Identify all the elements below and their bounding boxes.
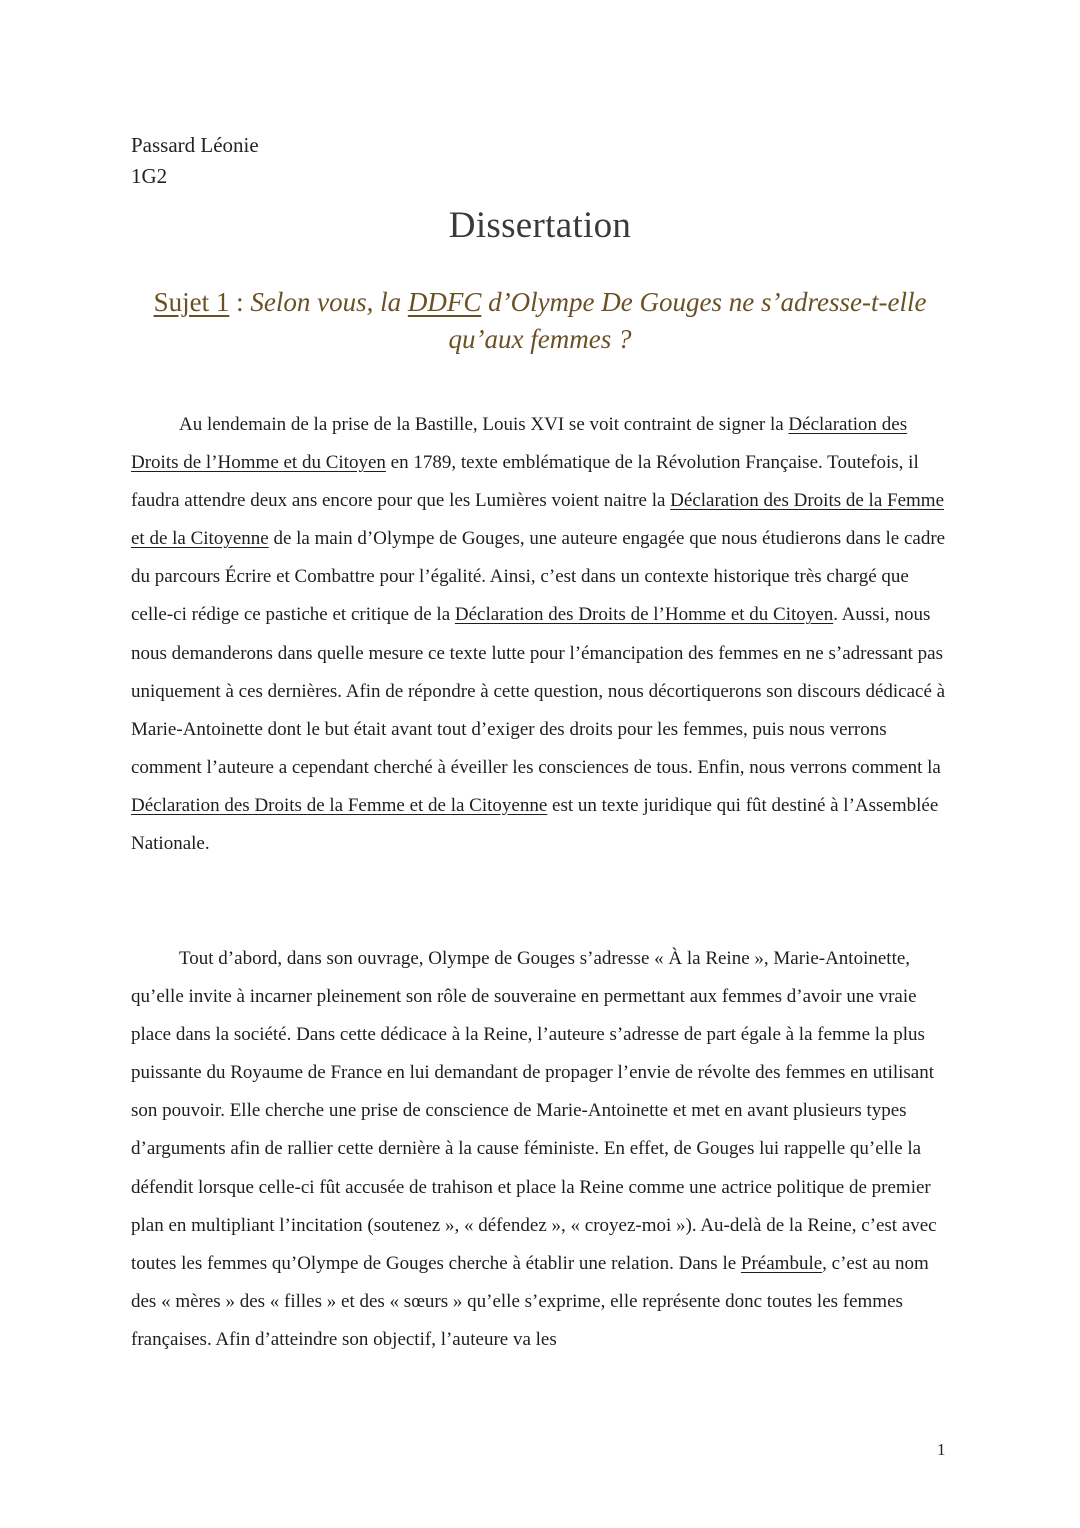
question-part-1: Selon vous, la [250, 287, 408, 317]
subject-separator: : [229, 287, 251, 317]
p1-underlined-title-1: Déclaration des Droits de l’Homme et du Citoyen [131, 414, 908, 474]
p2-underlined-title-1: Préambule [740, 1252, 823, 1274]
subject-heading [131, 284, 949, 358]
paragraph-development [131, 940, 949, 1359]
page-number: 1 [937, 1440, 946, 1459]
document-title: Dissertation [448, 205, 632, 246]
paragraph-introduction [131, 406, 949, 863]
author-name: Passard Léonie [131, 133, 259, 157]
p1-text-3: de la main d’Olympe de Gouges, une auteure engagée que nous étudierons dans le cadre du parcours Écrire et Combattre pour l’égalité. Ainsi, c’est dans un contexte historique très chargé que celle-ci rédige ce pastiche et critique de la [131, 528, 946, 626]
p1-text-5: est un texte juridique qui fût destiné à l’Assemblée Nationale. [131, 794, 939, 855]
p1-underlined-title-2: Déclaration des Droits de la Femme et de la Citoyenne [131, 490, 945, 550]
p1-text-1: Au lendemain de la prise de la Bastille, Louis XVI se voit contraint de signer la [179, 414, 789, 435]
subject-question [250, 287, 926, 354]
p1-underlined-title-4: Déclaration des Droits de la Femme et de la Citoyenne [131, 794, 548, 816]
subject-label: Sujet 1 [153, 287, 230, 317]
p2-text-2: , c’est au nom des « mères » des « filles » et des « sœurs » qu’elle s’exprime, elle représente donc toutes les femmes françaises. Afin d’atteindre son objectif, l’auteure va les [131, 1252, 929, 1350]
p1-text-2: en 1789, texte emblématique de la Révolution Française. Toutefois, il faudra attendre deux ans encore pour que les Lumières voient naitre la [131, 452, 919, 512]
p1-text-4: . Aussi, nous nous demanderons dans quelle mesure ce texte lutte pour l’émancipation des femmes en ne s’adressant pas uniquement à ces dernières. Afin de répondre à cette question, nous décortiquerons son discours dédicacé à Marie-Antoinette dont le but était avant tout d’exiger des droits pour les femmes, puis nous verrons comment l’auteure a cependant cherché à éveiller les consciences de tous. Enfin, nous verrons comment la [131, 604, 946, 778]
author-block [131, 130, 259, 192]
question-acronym: DDFC [407, 287, 482, 317]
p1-underlined-title-3: Déclaration des Droits de l’Homme et du Citoyen [454, 604, 834, 626]
question-part-2: d’Olympe De Gouges ne s’adresse-t-elle qu’aux femmes ? [448, 287, 927, 354]
p2-text-1: Tout d’abord, dans son ouvrage, Olympe de Gouges s’adresse « À la Reine », Marie-Antoinette, qu’elle invite à incarner pleinement son rôle de souveraine en permettant aux femmes d’avoir une vraie place dans la société. Dans cette dédicace à la Reine, l’auteure s’adresse de part égale à la femme la plus puissante du Royaume de France en lui demandant de propager l’envie de révolte des femmes en utilisant son pouvoir. Elle cherche une prise de conscience de Marie-Antoinette et met en avant plusieurs types d’arguments afin de rallier cette dernière à la cause féministe. En effet, de Gouges lui rappelle qu’elle la défendit lorsque celle-ci fût accusée de trahison et place la Reine comme une actrice politique de premier plan en multipliant l’incitation (soutenez », « défendez », « croyez-moi »). Au-delà de la Reine, c’est avec toutes les femmes qu’Olympe de Gouges cherche à établir une relation. Dans le [131, 948, 937, 1274]
class-name: 1G2 [131, 164, 168, 188]
